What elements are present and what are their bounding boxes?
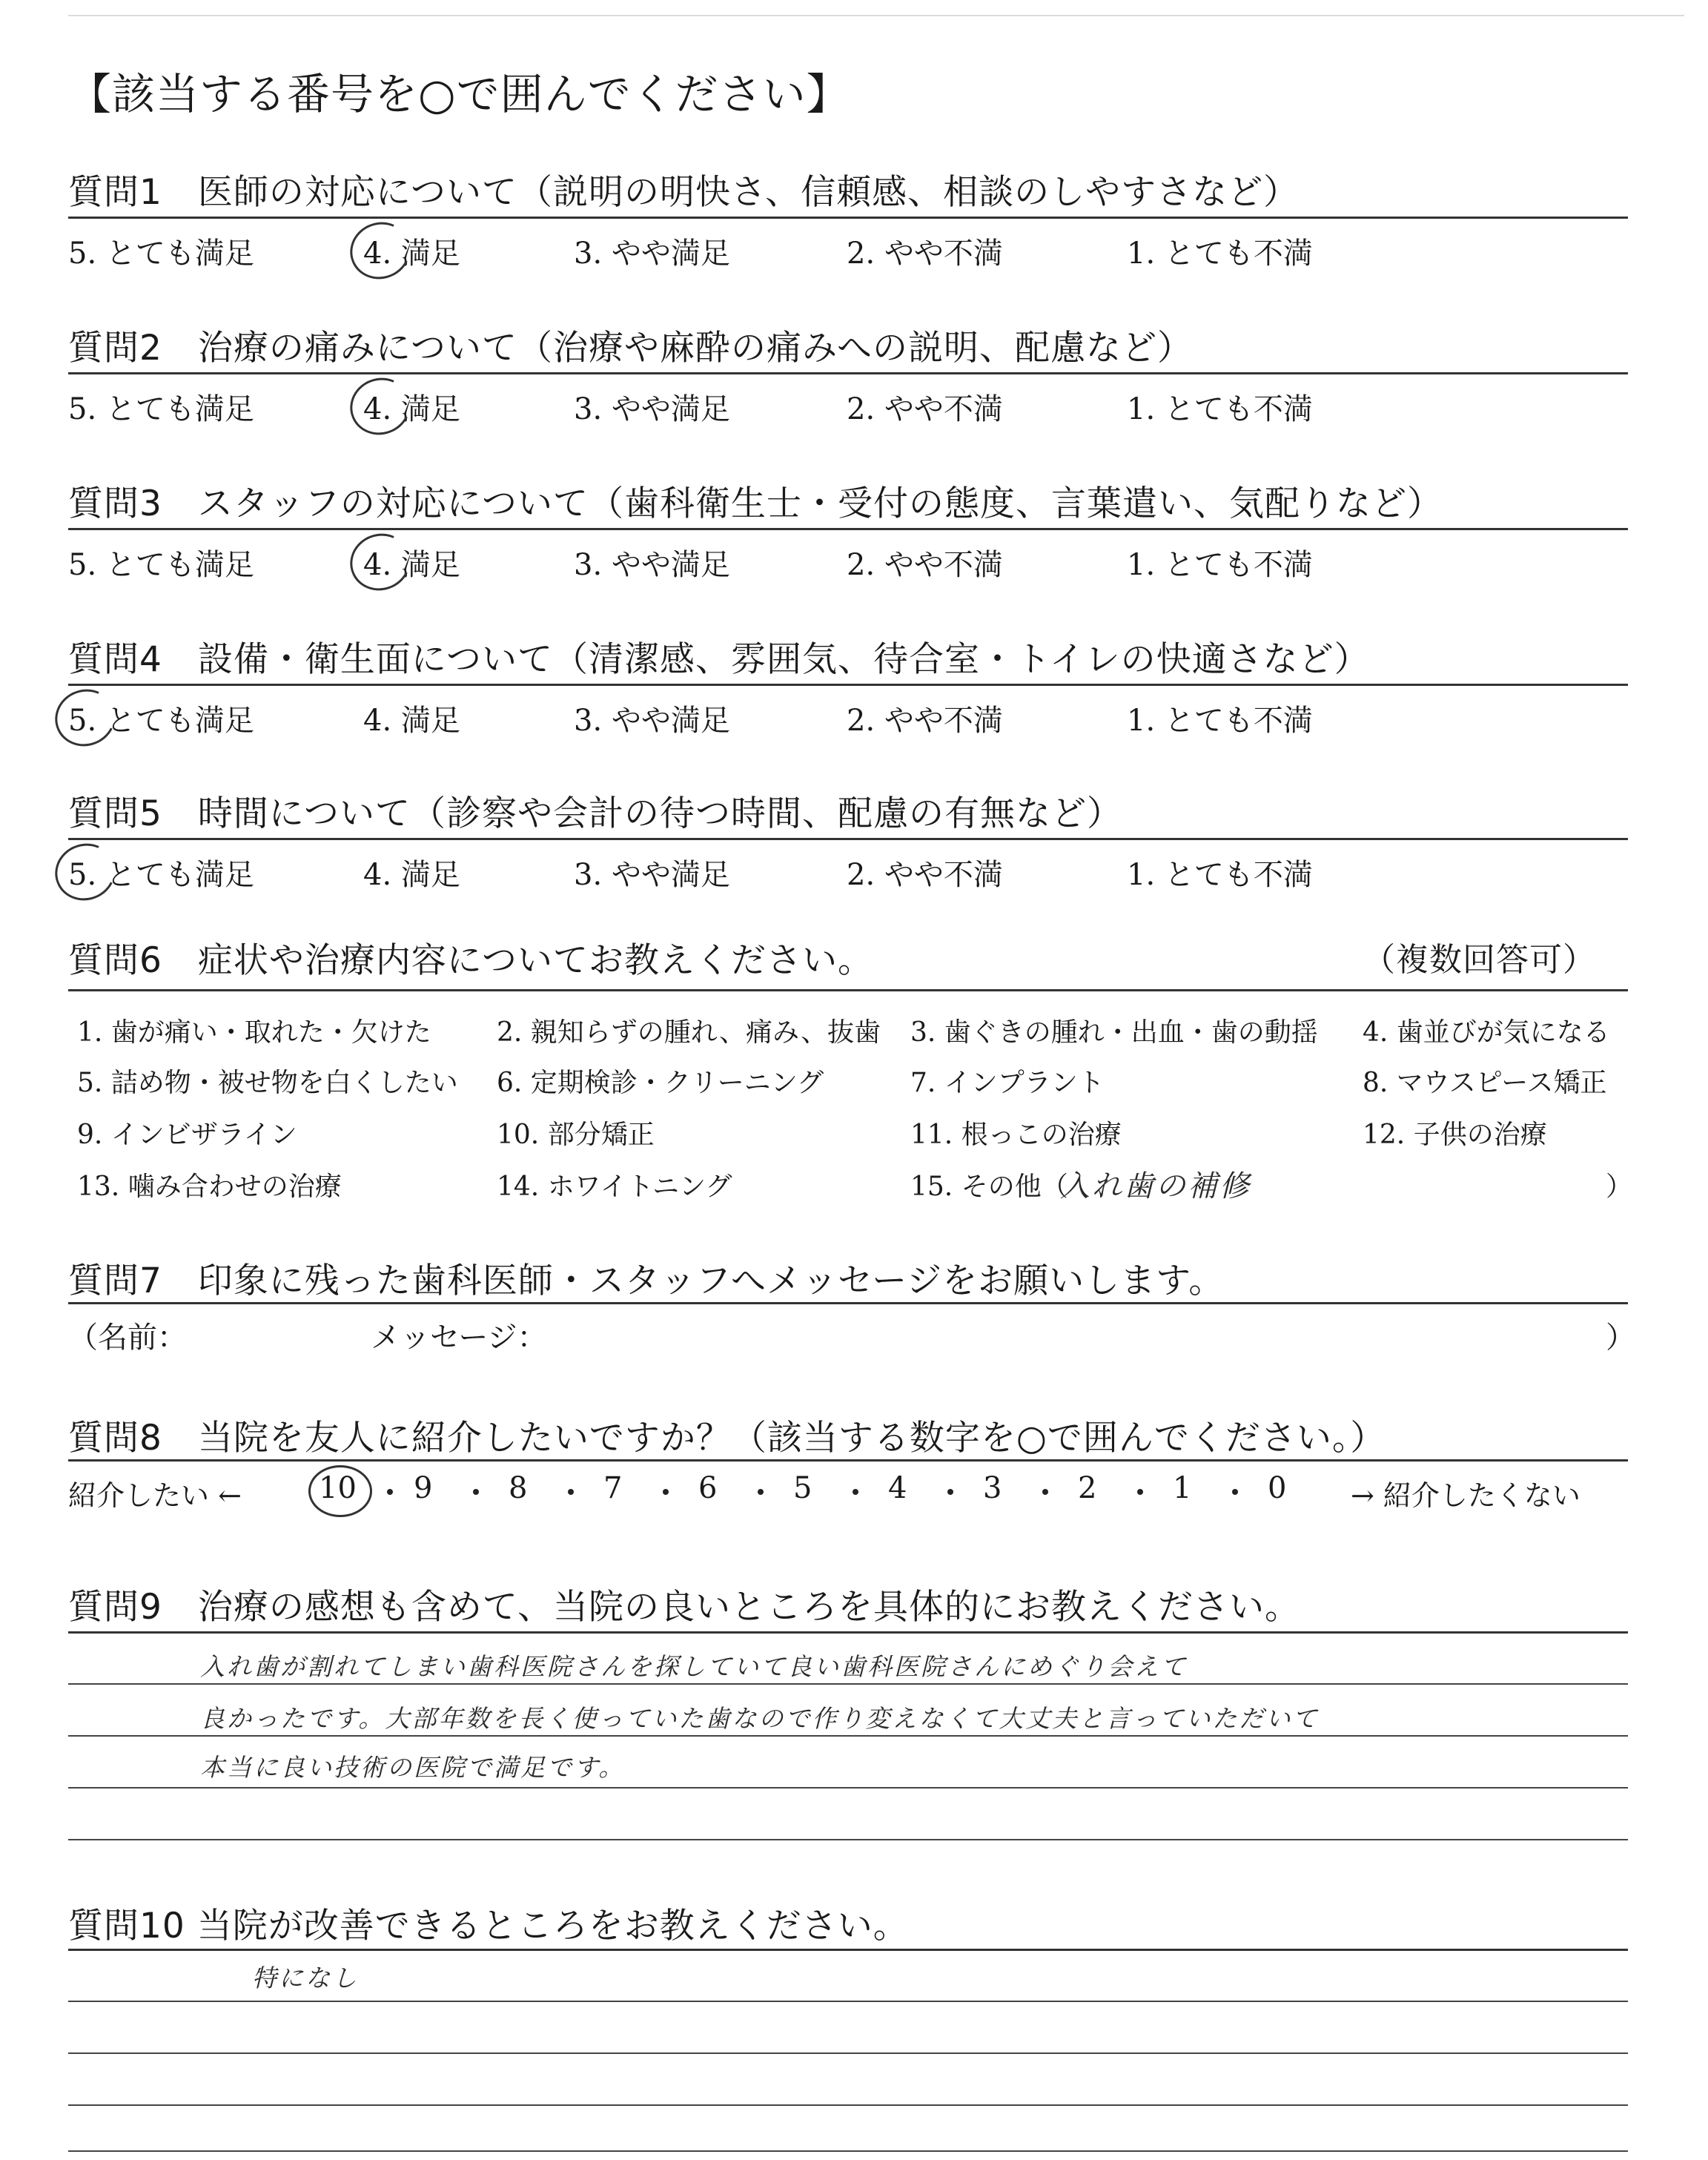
q2-title: 質問2 治療の痛みについて（治療や麻酔の痛みへの説明、配慮など） (68, 328, 1194, 369)
q2-option-5[interactable]: 5. とても満足 (68, 392, 254, 426)
q9-title: 質問9 治療の感想も含めて、当院の良いところを具体的にお教えください。 (68, 1587, 1300, 1628)
q6-other-answer[interactable]: 入れ歯の補修 (1060, 1169, 1251, 1203)
q1-option-4[interactable]: 4. 満足 (363, 237, 460, 271)
scale-value[interactable]: 10 (319, 1471, 357, 1505)
scale-value[interactable]: 1 (1173, 1471, 1192, 1505)
q3-option-3[interactable]: 3. やや満足 (574, 548, 730, 582)
q5-option-4[interactable]: 4. 満足 (363, 858, 460, 892)
q4-rule (68, 684, 1628, 686)
scale-value[interactable]: 3 (983, 1471, 1002, 1505)
scale-value[interactable]: 2 (1078, 1471, 1097, 1505)
q5-option-3[interactable]: 3. やや満足 (574, 858, 730, 892)
q8-left-label: 紹介したい ← (68, 1479, 242, 1512)
q5-option-1[interactable]: 1. とても不満 (1127, 858, 1313, 892)
q6-item[interactable]: 4. 歯並びが気になる (1363, 1017, 1610, 1048)
q3-rule (68, 528, 1628, 530)
q6-item[interactable]: 2. 親知らずの腫れ、痛み、抜歯 (497, 1017, 881, 1048)
q2-option-3[interactable]: 3. やや満足 (574, 392, 730, 426)
q7-message-label: メッセージ： (371, 1321, 547, 1355)
q8-title: 質問8 当院を友人に紹介したいですか？（該当する数字を○で囲んでください。） (68, 1418, 1386, 1459)
scale-separator (387, 1489, 393, 1495)
q4-option-5[interactable]: 5. とても満足 (68, 704, 254, 738)
top-border (68, 15, 1684, 16)
q10-answer[interactable]: 特になし (252, 1964, 359, 1992)
q5-title: 質問5 時間について（診察や会計の待つ時間、配慮の有無など） (68, 793, 1122, 834)
q6-item[interactable]: 8. マウスピース矯正 (1363, 1068, 1607, 1098)
scale-separator (947, 1489, 953, 1495)
q6-item[interactable]: 7. インプラント (910, 1068, 1105, 1098)
q5-option-2[interactable]: 2. やや不満 (847, 858, 1003, 892)
q1-title: 質問1 医師の対応について（説明の明快さ、信頼感、相談のしやすさなど） (68, 172, 1300, 213)
q10-title: 質問10 当院が改善できるところをお教えください。 (68, 1906, 909, 1946)
q10-line (68, 2150, 1628, 2152)
scale-separator (568, 1489, 574, 1495)
scale-value[interactable]: 7 (603, 1471, 623, 1505)
q9-rule (68, 1631, 1628, 1634)
q3-option-5[interactable]: 5. とても満足 (68, 548, 254, 582)
q3-title: 質問3 スタッフの対応について（歯科衛生士・受付の態度、言葉遣い、気配りなど） (68, 483, 1443, 524)
q4-option-1[interactable]: 1. とても不満 (1127, 704, 1313, 738)
scale-value[interactable]: 6 (698, 1471, 718, 1505)
q6-rule (68, 989, 1628, 991)
q6-item[interactable]: 12. 子供の治療 (1363, 1120, 1547, 1150)
q6-title: 質問6 症状や治療内容についてお教えください。 (68, 940, 873, 981)
q3-option-4[interactable]: 4. 満足 (363, 548, 460, 582)
q6-item[interactable]: 3. 歯ぐきの腫れ・出血・歯の動揺 (910, 1017, 1318, 1048)
q7-title: 質問7 印象に残った歯科医師・スタッフへメッセージをお願いします。 (68, 1261, 1225, 1301)
q6-item[interactable]: 15. その他（ (910, 1172, 1068, 1202)
q9-line (68, 1683, 1628, 1685)
q6-note: （複数回答可） (1363, 941, 1596, 979)
scale-value[interactable]: 4 (888, 1471, 907, 1505)
q6-item[interactable]: 13. 噛み合わせの治療 (77, 1172, 342, 1202)
q1-option-5[interactable]: 5. とても満足 (68, 237, 254, 271)
q2-option-1[interactable]: 1. とても不満 (1127, 392, 1313, 426)
q7-name-label: （名前： (68, 1321, 187, 1355)
scale-separator (663, 1489, 669, 1495)
q8-right-label: → 紹介したくない (1351, 1479, 1580, 1512)
scale-separator (758, 1489, 764, 1495)
q6-other-close: ） (1606, 1172, 1633, 1202)
scale-value[interactable]: 5 (793, 1471, 812, 1505)
q2-option-2[interactable]: 2. やや不満 (847, 392, 1003, 426)
scale-separator (1137, 1489, 1143, 1495)
q4-option-3[interactable]: 3. やや満足 (574, 704, 730, 738)
scale-value[interactable]: 0 (1268, 1471, 1287, 1505)
q10-rule (68, 1949, 1628, 1951)
scale-separator (1232, 1489, 1238, 1495)
q9-answer-line[interactable]: 本当に良い技術の医院で満足です。 (200, 1753, 626, 1782)
q9-line (68, 1839, 1628, 1840)
q6-item[interactable]: 1. 歯が痛い・取れた・欠けた (77, 1017, 431, 1048)
q6-item[interactable]: 14. ホワイトニング (497, 1172, 732, 1202)
q6-item[interactable]: 9. インビザライン (77, 1120, 297, 1150)
scale-separator (473, 1489, 479, 1495)
scale-separator (853, 1489, 858, 1495)
q1-option-2[interactable]: 2. やや不満 (847, 237, 1003, 271)
q2-option-4[interactable]: 4. 満足 (363, 392, 460, 426)
q6-item[interactable]: 6. 定期検診・クリーニング (497, 1068, 824, 1098)
q3-option-1[interactable]: 1. とても不満 (1127, 548, 1313, 582)
q6-item[interactable]: 5. 詰め物・被せ物を白くしたい (77, 1068, 458, 1098)
q4-option-4[interactable]: 4. 満足 (363, 704, 460, 738)
scale-separator (1042, 1489, 1048, 1495)
q2-rule (68, 372, 1628, 374)
q4-title: 質問4 設備・衛生面について（清潔感、雰囲気、待合室・トイレの快適さなど） (68, 639, 1370, 680)
scale-value[interactable]: 9 (414, 1471, 433, 1505)
q8-rule (68, 1459, 1628, 1462)
q1-option-1[interactable]: 1. とても不満 (1127, 237, 1313, 271)
q9-answer-line[interactable]: 入れ歯が割れてしまい歯科医院さんを探していて良い歯科医院さんにめぐり会えて (200, 1652, 1188, 1681)
q10-line (68, 2104, 1628, 2106)
q9-line (68, 1735, 1628, 1737)
q6-item[interactable]: 11. 根っこの治療 (910, 1120, 1122, 1150)
q7-close: ） (1606, 1321, 1635, 1355)
q1-rule (68, 217, 1628, 219)
q1-option-3[interactable]: 3. やや満足 (574, 237, 730, 271)
q9-answer-line[interactable]: 良かったです。大部年数を長く使っていた歯なので作り変えなくて大丈夫と言っていただいて (200, 1704, 1320, 1733)
q10-line (68, 2052, 1628, 2054)
q9-line (68, 1787, 1628, 1789)
scale-value[interactable]: 8 (509, 1471, 528, 1505)
q4-option-2[interactable]: 2. やや不満 (847, 704, 1003, 738)
q10-line (68, 2001, 1628, 2002)
q7-rule (68, 1302, 1628, 1304)
q3-option-2[interactable]: 2. やや不満 (847, 548, 1003, 582)
q6-item[interactable]: 10. 部分矯正 (497, 1120, 655, 1150)
q5-option-5[interactable]: 5. とても満足 (68, 858, 254, 892)
q5-rule (68, 838, 1628, 840)
form-heading: 【該当する番号を○で囲んでください】 (68, 69, 850, 119)
